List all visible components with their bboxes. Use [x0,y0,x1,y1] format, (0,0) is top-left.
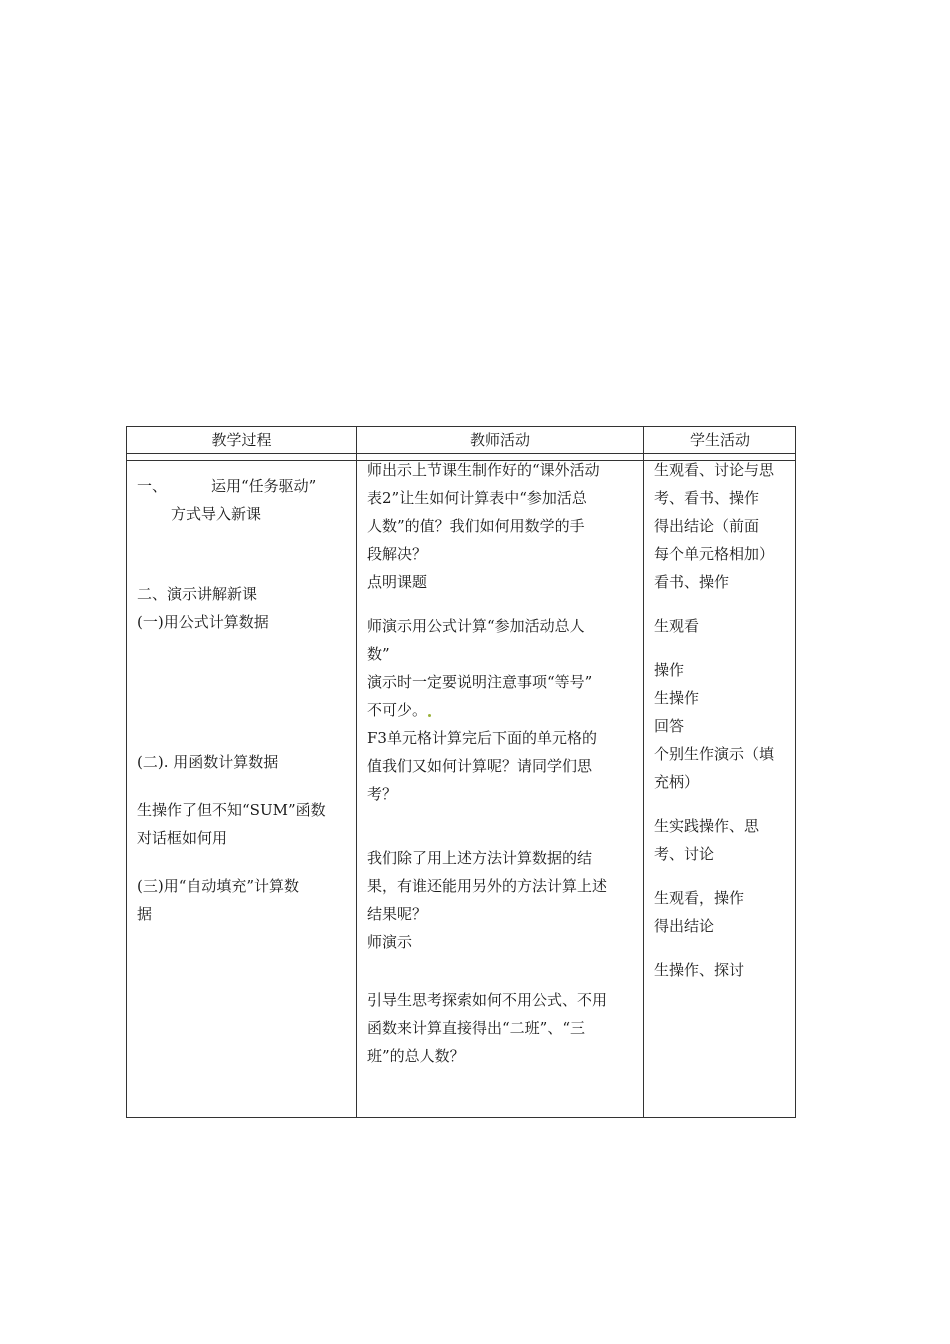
student-line: 生实践操作、思 [654,817,760,835]
student-line: 生操作 [654,689,700,707]
column-divider-1 [356,427,357,1117]
teacher-line: 表2”让生如何计算表中“参加活总 [367,489,587,507]
teacher-line: 引导生思考探索如何不用公式、不用 [367,991,608,1009]
student-line: 操作 [654,661,685,679]
teacher-line: 不可少。 [367,696,635,724]
teacher-line: 师出示上节课生制作好的“课外活动 [367,461,600,479]
teacher-line: 结果呢？ [367,905,428,923]
header-student-activity: 学生活动 [689,431,750,449]
teacher-line: 函数来计算直接得出“二班”、“三 [367,1019,586,1037]
student-column [654,456,790,984]
student-line: 充柄） [654,773,700,791]
student-line: 得出结论 [654,917,715,935]
teacher-line: 果，有谁还能用另外的方法计算上述 [367,877,608,895]
header-teaching-process: 教学过程 [211,431,272,449]
teacher-line: 段解决？ [367,545,428,563]
student-line: 看书、操作 [654,573,730,591]
teacher-line: 点明课题 [367,573,428,591]
process-item-1-cont: 方式导入新课 [171,505,262,523]
header-teacher-activity: 教师活动 [469,431,530,449]
lesson-table [126,426,796,1118]
student-line: 生观看 [654,617,700,635]
teacher-line: 人数”的值？我们如何用数学的手 [367,517,585,535]
process-note-sum: 生操作了但不知“SUM”函数 [137,801,326,819]
teacher-line: 班”的总人数？ [367,1047,465,1065]
teacher-line: 我们除了用上述方法计算数据的结 [367,849,593,867]
teacher-line: F3单元格计算完后下面的单元格的 [367,729,597,747]
student-line: 回答 [654,717,685,735]
student-line: 每个单元格相加） [654,545,775,563]
teacher-line: 师演示用公式计算“参加活动总人 [367,617,585,635]
process-item-1: 一、 运用“任务驱动” [137,477,317,495]
mark-dot [428,714,431,717]
header-rule-top [127,453,795,454]
process-item-2-2: (二). 用函数计算数据 [137,753,279,771]
teacher-column [367,456,635,1070]
teacher-line: 师演示 [367,933,413,951]
student-line: 得出结论（前面 [654,517,760,535]
process-item-2-3: (三)用“自动填充”计算数 [137,877,300,895]
teacher-line: 数” [367,645,390,663]
student-line: 生观看，操作 [654,889,745,907]
process-item-2: 二、演示讲解新课 [137,585,258,603]
teacher-line: 考？ [367,785,398,803]
student-line: 个别生作演示（填 [654,745,775,763]
student-line: 生观看、讨论与思 [654,461,775,479]
process-item-2-1: (一)用公式计算数据 [137,613,269,631]
teacher-line: 值我们又如何计算呢？请同学们思 [367,757,593,775]
column-divider-2 [643,427,644,1117]
process-item-2-3-cont: 据 [137,905,153,923]
student-line: 生操作、探讨 [654,961,745,979]
teacher-line: 演示时一定要说明注意事项“等号” [367,673,593,691]
process-column [137,472,351,928]
process-note-sum-cont: 对话框如何用 [137,829,228,847]
student-line: 考、讨论 [654,845,715,863]
student-line: 考、看书、操作 [654,489,760,507]
